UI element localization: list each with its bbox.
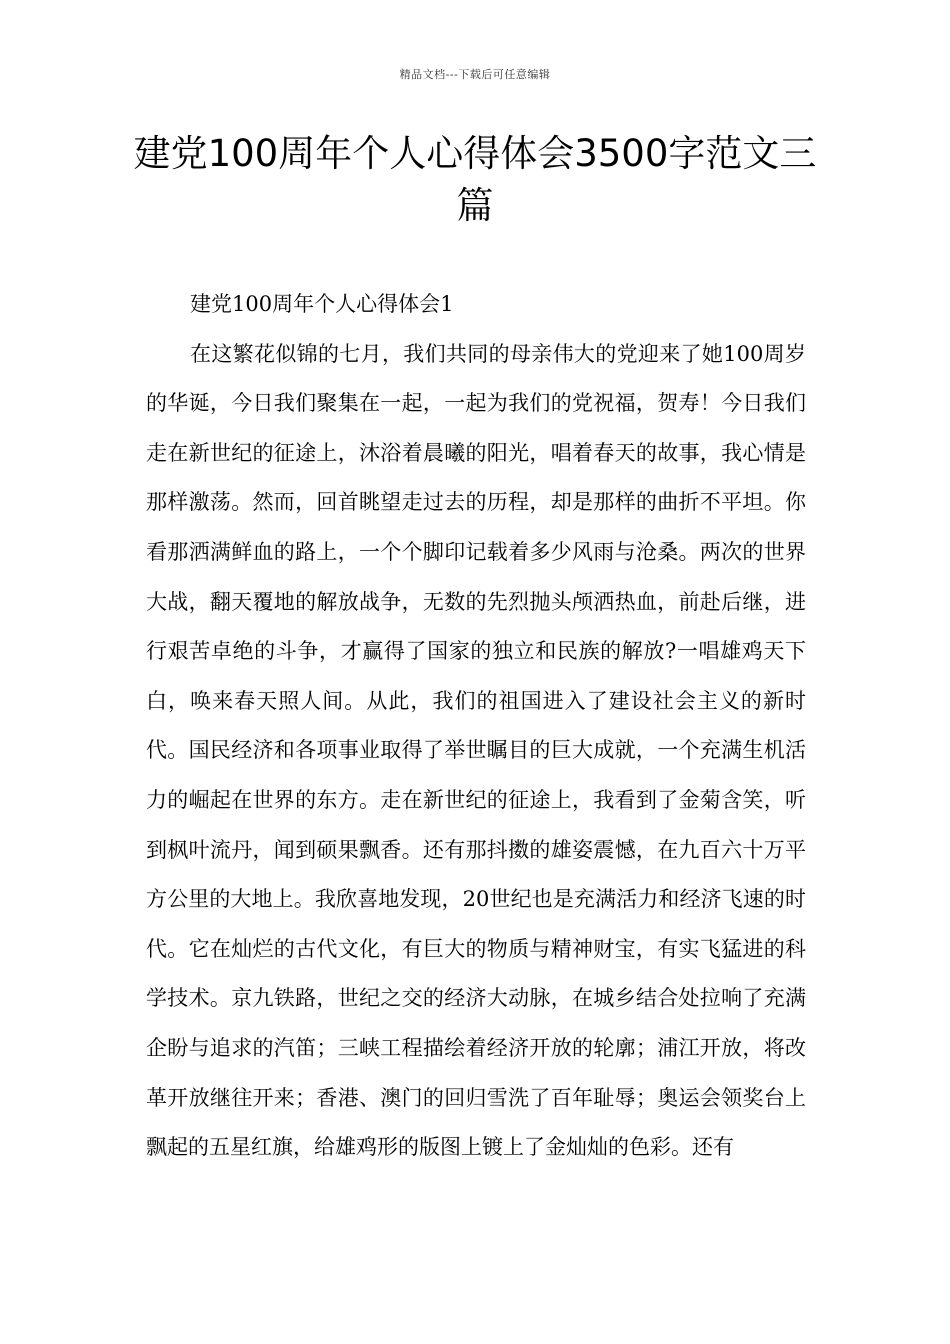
section-heading: 建党100周年个人心得体会1 xyxy=(190,292,454,316)
header-note: 精品文档---下载后可任意编辑 xyxy=(399,68,551,81)
document-title: 建党100周年个人心得体会3500字范文三篇 xyxy=(133,132,817,227)
document-body xyxy=(146,280,806,1173)
body-paragraph: 在这繁花似锦的七月，我们共同的母亲伟大的党迎来了她100周岁的华诞，今日我们聚集在一起，一起为我们的党祝福，贺寿！今日我们走在新世纪的征途上，沐浴着晨曦的阳光，唱着春天的故事，我心情是那样激荡。然而，回首眺望走过去的历程，却是那样的曲折不平坦。你看那洒满鲜血的路上，一个个脚印记载着多少风雨与沧桑。两次的世界大战，翻天覆地的解放战争，无数的先烈抛头颅洒热血，前赴后继，进行艰苦卓绝的斗争，才赢得了国家的独立和民族的解放?一唱雄鸡天下白，唤来春天照人间。从此，我们的祖国进入了建设社会主义的新时代。国民经济和各项事业取得了举世瞩目的巨大成就，一个充满生机活力的崛起在世界的东方。走在新世纪的征途上，我看到了金菊含笑，听到枫叶流丹，闻到硕果飘香。还有那抖擞的雄姿震憾，在九百六十万平方公里的大地上。我欣喜地发现，20世纪也是充满活力和经济飞速的时代。它在灿烂的古代文化，有巨大的物质与精神财宝，有实飞猛进的科学技术。京九铁路，世纪之交的经济大动脉，在城乡结合处拉响了充满企盼与追求的汽笛；三峡工程描绘着经济开放的轮廓；浦江开放，将改革开放继往开来；香港、澳门的回归雪洗了百年耻辱；奥运会领奖台上飘起的五星红旗，给雄鸡形的版图上镀上了金灿灿的色彩。还有 xyxy=(146,341,806,1160)
